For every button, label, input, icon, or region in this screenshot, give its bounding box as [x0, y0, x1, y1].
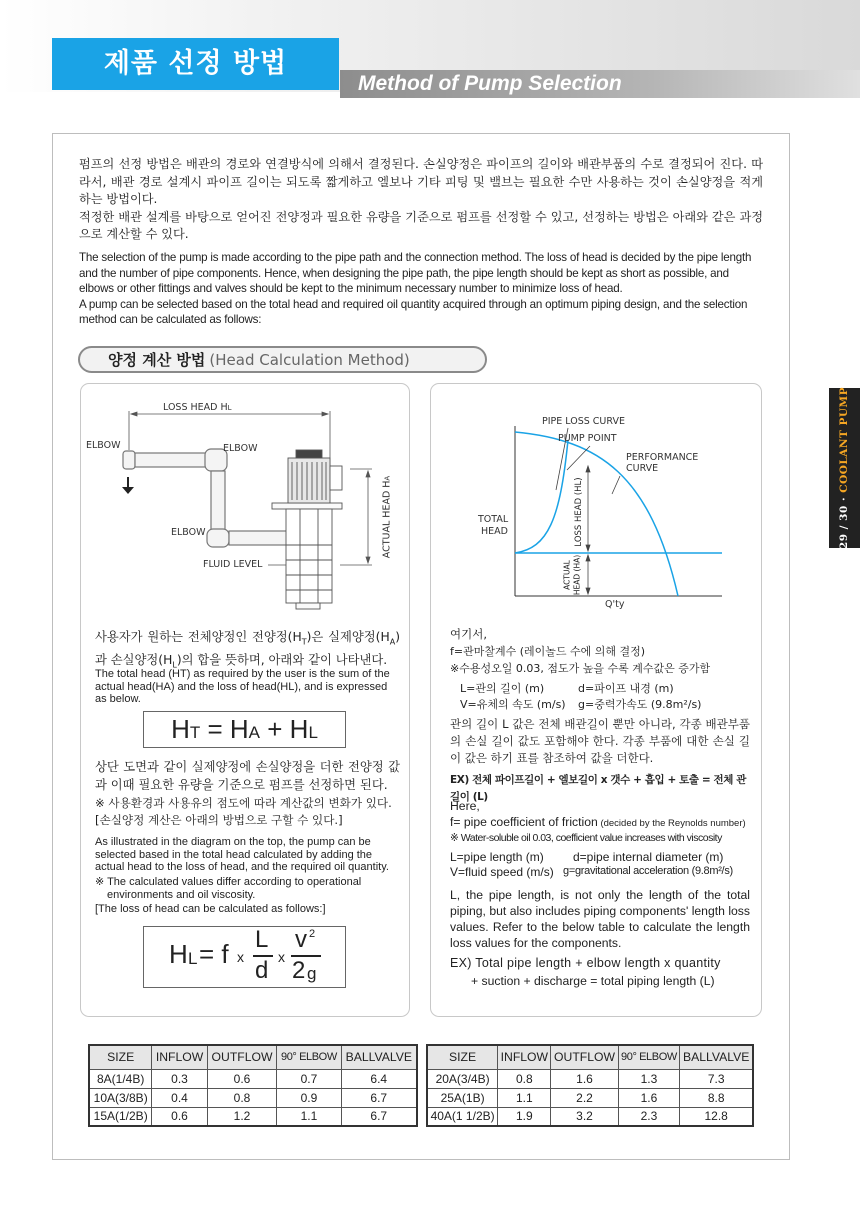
friction-coefficient-en: f= pipe coefficient of friction (decided by the Reynolds number)	[450, 815, 746, 829]
side-tab-text: 29 / 30 · COOLANT PUMP	[838, 386, 850, 550]
intro-ko-paragraph-2: 적정한 배관 설계를 바탕으로 얻어진 전양정과 필요한 유량을 기준으로 펌프를 선정할 수 있고, 선정하는 방법은 아래와 같은 과정으로 계산할 수 있다.	[79, 209, 763, 241]
viscosity-note-ko: ※ 사용환경과 사용유의 점도에 따라 계산값의 변화가 있다.	[95, 796, 392, 810]
performance-curve-label-2: CURVE	[626, 463, 659, 474]
elbow-label-2: ELBOW	[223, 443, 258, 454]
pipe-length-body-en: L, the pipe length, is not only the length of the total piping, but also includes piping components' length loss values. Refer to the below table to calculate the length loss values for the components.	[450, 888, 750, 950]
oil-note-en: ※ Water-soluble oil 0.03, coefficient value increases with viscosity	[450, 832, 722, 844]
intro-en-paragraph-2: A pump can be selected based on the total head and required oil quantity acquired through an optimum piping design, and the selection method can be calculated as follows:	[79, 297, 748, 327]
elbow-label-3: ELBOW	[171, 527, 206, 538]
intro-ko-paragraph-1: 펌프의 선정 방법은 배관의 경로와 연결방식에 의해서 결정된다. 손실양정은 파이프의 길이와 배관부품의 수로 결정되어 진다. 따라서, 배관 경로 설계시 파이프 길이는 되도록 짧게하고 엘보나 기타 피팅 및 밸브는 필요한 수만 사용하는 것이 손실양정을 적게하는 방법이다.	[79, 157, 763, 206]
loss-head-calc-note-ko: [손실양정 계산은 아래의 방법으로 구할 수 있다.]	[95, 813, 343, 827]
loss-length-table-left	[88, 1044, 418, 1127]
where-label-ko: 여기서,	[450, 627, 487, 641]
page-title-en: Method of Pump Selection	[358, 72, 622, 95]
actual-head-axis-label-2: HEAD (HA)	[572, 554, 582, 596]
viscosity-note-en: ※ The calculated values differ according to operational environments and oil viscosity.	[95, 876, 362, 901]
example-en-line-2: + suction + discharge = total piping length (L)	[471, 974, 715, 988]
total-head-axis-label-2: HEAD	[481, 526, 508, 537]
page-title-ko: 제품 선정 방법	[52, 38, 339, 90]
performance-curve-label-1: PERFORMANCE	[626, 452, 699, 463]
example-ko: EX) 전체 파이프길이 + 엘보길이 x 갯수 + 흡입 + 토출 = 전체 관길이 (L)	[450, 774, 747, 803]
loss-head-formula: H L = f x L d x v 2 2 g	[143, 926, 346, 988]
friction-coefficient-ko: f=관마찰계수 (레이놀드 수에 의해 결정)	[450, 645, 646, 658]
pipe-diameter-ko: d=파이프 내경 (m)	[578, 682, 674, 695]
total-head-description-ko: 사용자가 원하는 전체양정인 전양정$(H_T)$은 실제양정$(H_A)$과 손실양정$(H_L)$의 합을 뜻하며, 아래와 같이 나타낸다.	[95, 630, 400, 670]
section-heading: 양정 계산 방법 (Head Calculation Method)	[78, 346, 487, 373]
gravity-ko: g=중력가속도 (9.8m²/s)	[578, 698, 702, 711]
pipe-loss-curve-label: PIPE LOSS CURVE	[542, 416, 625, 427]
pipe-loss-curve	[515, 440, 568, 553]
loss-head-label: LOSS HEAD HL	[163, 402, 232, 413]
pipe-length-ko: L=관의 길이 (m)	[460, 682, 545, 695]
pipe-length-en: L=pipe length (m)	[450, 850, 544, 864]
loss-length-table-right	[426, 1044, 754, 1127]
fluid-level-label: FLUID LEVEL	[203, 559, 263, 570]
actual-head-label: ACTUAL HEAD HA	[381, 475, 393, 559]
example-en-line-1: EX) Total pipe length + elbow length x quantity	[450, 956, 721, 970]
pipe-length-body-ko: 관의 길이 L 값은 전체 배관길이 뿐만 아니라, 각종 배관부품의 손실 길이 값도 포함해야 한다. 각종 부품에 대한 손실 길이 값은 하기 표를 참조하여 값을 더한다.	[450, 717, 750, 765]
table-header-row: SIZE INFLOW OUTFLOW 90° ELBOW BALLVALVE	[89, 1045, 417, 1069]
gravity-en: g=gravitational acceleration (9.8m²/s)	[563, 865, 733, 877]
oil-note-ko: ※수용성오일 0.03, 점도가 높을 수록 계수값은 증가함	[450, 662, 711, 675]
table-header-row: SIZE INFLOW OUTFLOW 90° ELBOW BALLVALVE	[427, 1045, 753, 1069]
selection-description-en: As illustrated in the diagram on the top, the pump can be selected based in the total head calculated by adding the actual head to the loss of head, and the required oil quantity.	[95, 836, 389, 873]
table-row: 40A(1 1/2B) 1.9 3.2 2.3 12.8	[427, 1107, 753, 1126]
total-head-axis-label-1: TOTAL	[478, 514, 509, 525]
pump-point-label: PUMP POINT	[558, 433, 617, 444]
elbow-label-1: ELBOW	[86, 440, 121, 451]
loss-head-axis-label: LOSS HEAD (HL)	[574, 477, 584, 547]
fluid-speed-en: V=fluid speed (m/s)	[450, 865, 554, 879]
table-row: 15A(1/2B) 0.6 1.2 1.1 6.7	[89, 1107, 417, 1126]
table-row: 10A(3/8B) 0.4 0.8 0.9 6.7	[89, 1088, 417, 1107]
total-head-formula: HT = HA + HL	[143, 711, 346, 748]
selection-description-ko: 상단 도면과 같이 실제양정에 손실양정을 더한 전양정 값과 이때 필요한 유량을 기준으로 펌프를 선정하면 된다.	[95, 760, 400, 792]
table-row: 25A(1B) 1.1 2.2 1.6 8.8	[427, 1088, 753, 1107]
actual-head-axis-label-1: ACTUAL	[562, 560, 572, 590]
total-head-description-en: The total head (HT) as required by the user is the sum of the actual head(HA) and the loss of head(HL), and is expressed as below.	[95, 668, 390, 705]
loss-head-calc-note-en: [The loss of head can be calculated as follows:]	[95, 903, 326, 915]
table-row: 20A(3/4B) 0.8 1.6 1.3 7.3	[427, 1069, 753, 1088]
quantity-axis-label: Q'ty	[605, 599, 625, 610]
here-label-en: Here,	[450, 799, 480, 813]
intro-en-paragraph-1: The selection of the pump is made according to the pipe path and the connection method. The loss of head is decided by the pipe length and the number of pipe components. Hence, when designing the pipe path, the pipe length should be kept as short as possible, and elbows or other fittings and valves should be kept to the minimum necessary number to minimize loss of head.	[79, 251, 752, 296]
table-row: 8A(1/4B) 0.3 0.6 0.7 6.4	[89, 1069, 417, 1088]
pipe-diameter-en: d=pipe internal diameter (m)	[573, 850, 724, 864]
fluid-speed-ko: V=유체의 속도 (m/s)	[460, 698, 566, 711]
